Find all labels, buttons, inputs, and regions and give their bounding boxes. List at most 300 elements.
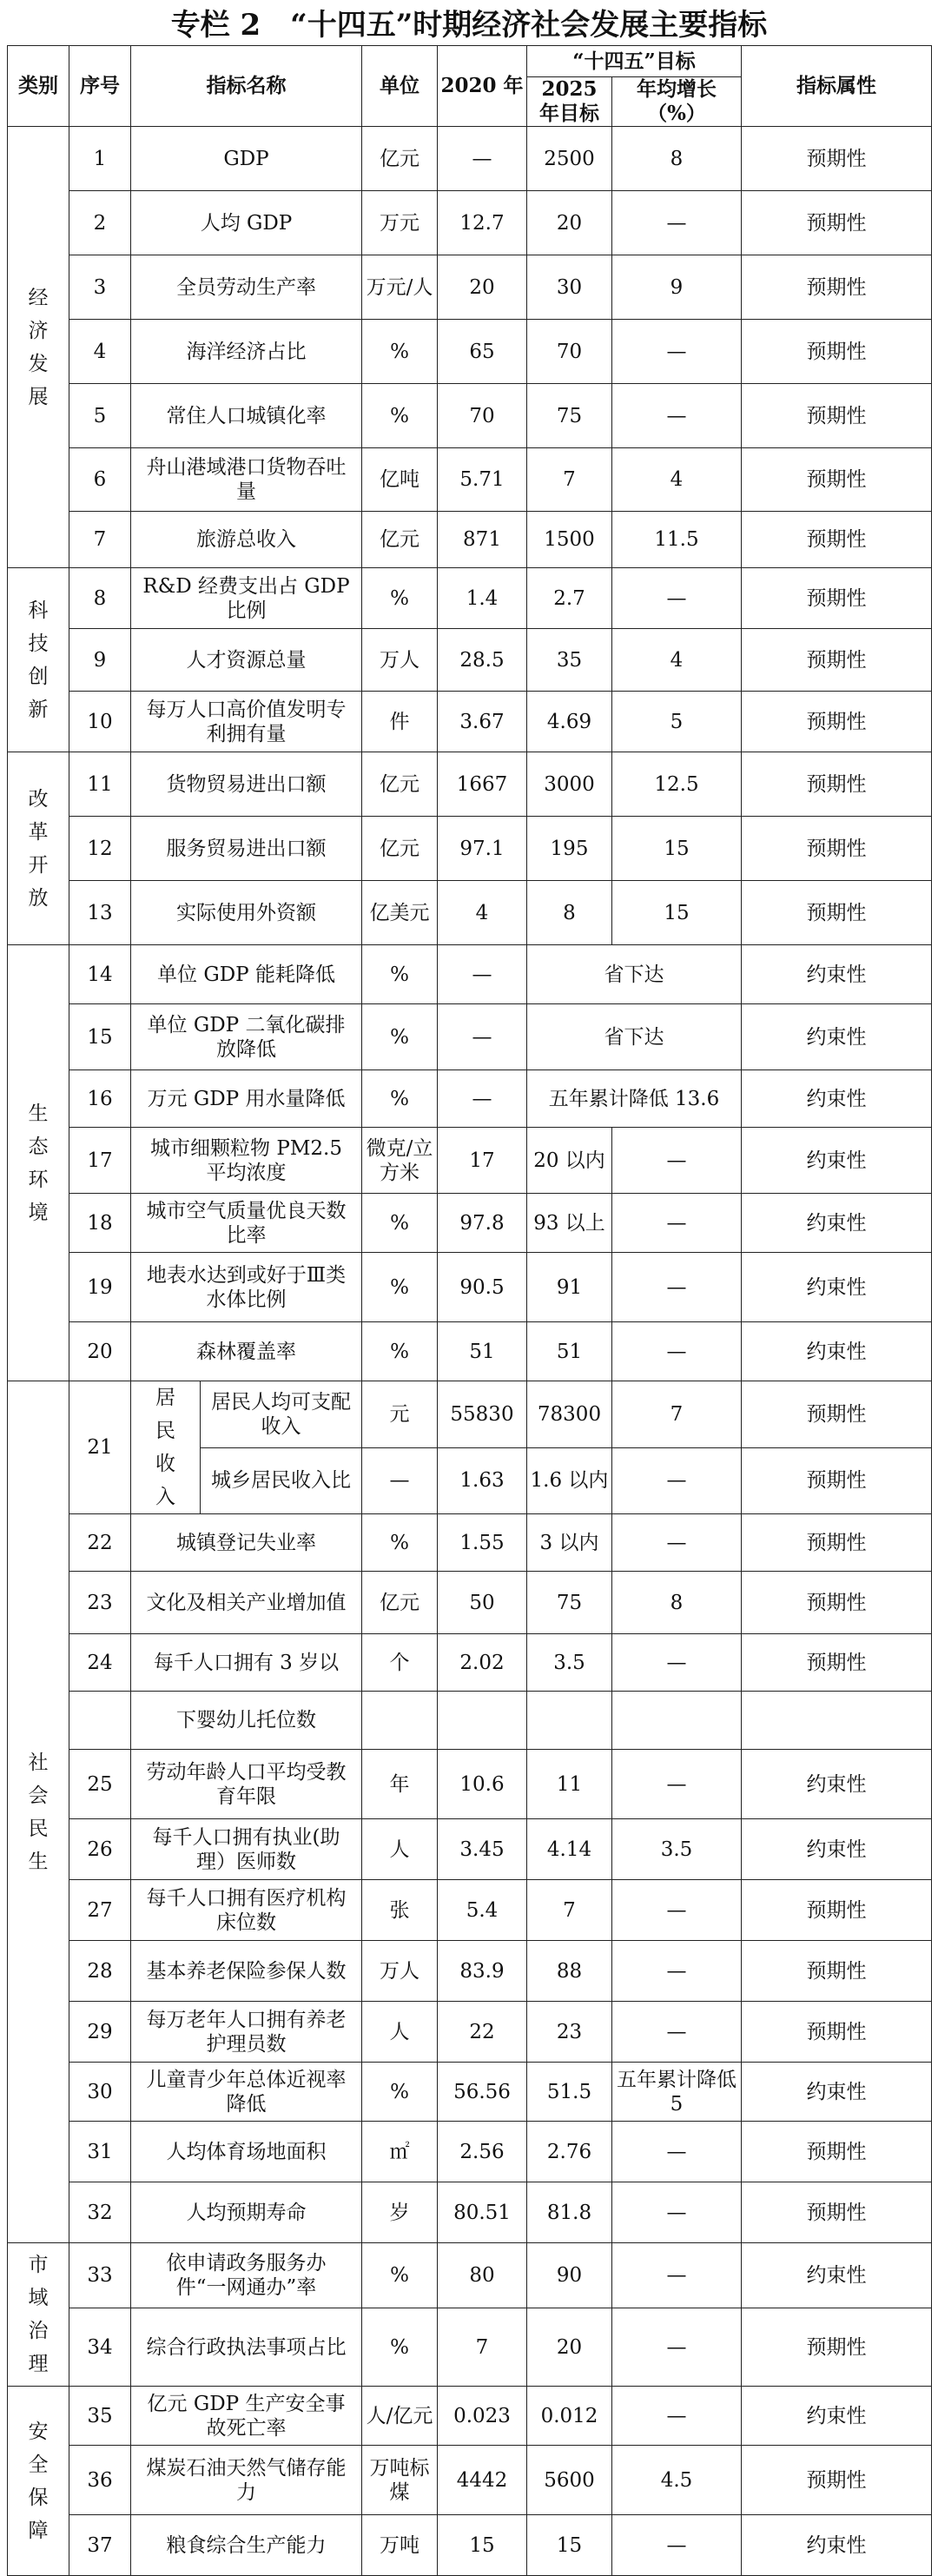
attribute-cell: 预期性: [742, 2446, 932, 2515]
unit-cell: 亿元: [362, 1572, 438, 1634]
growth-cell: —: [612, 1941, 742, 2002]
table-row: [8, 1692, 932, 1750]
indicator-name: 每万人口高价值发明专利拥有量: [131, 692, 362, 752]
value-2020-cell: 90.5: [438, 1253, 527, 1322]
attribute-cell: 预期性: [742, 1634, 932, 1692]
table-row: [8, 2446, 932, 2515]
unit-cell: 张: [362, 1880, 438, 1941]
growth-cell: —: [612, 191, 742, 255]
subgroup-cell: 居民收入: [131, 1381, 201, 1514]
target-2025-cell: 1.6 以内: [527, 1447, 612, 1514]
attribute-cell: 预期性: [742, 1514, 932, 1572]
growth-cell: —: [612, 568, 742, 629]
indicator-name: 依申请政务服务办件“一网通办”率: [131, 2243, 362, 2308]
unit-cell: %: [362, 384, 438, 448]
index-cell: 30: [69, 2063, 131, 2122]
value-2020-cell: 97.8: [438, 1194, 527, 1253]
index-cell: 17: [69, 1128, 131, 1194]
category-cell: 经济发展: [8, 127, 69, 568]
table-row: [8, 1128, 932, 1194]
table-row: [8, 384, 932, 448]
table-row: [8, 1514, 932, 1572]
table-row: [8, 320, 932, 384]
value-2020-cell: 83.9: [438, 1941, 527, 2002]
table-row: [8, 191, 932, 255]
category-cell: 社会民生: [8, 1381, 69, 2243]
growth-cell: 15: [612, 881, 742, 945]
unit-cell: %: [362, 1194, 438, 1253]
attribute-cell: 预期性: [742, 2122, 932, 2182]
category-cell: 市域治理: [8, 2243, 69, 2387]
value-2020-cell: 2.56: [438, 2122, 527, 2182]
value-2020-cell: 28.5: [438, 629, 527, 692]
unit-cell: —: [362, 1447, 438, 1514]
growth-cell: 15: [612, 817, 742, 881]
attribute-cell: 预期性: [742, 191, 932, 255]
value-2020-cell: —: [438, 945, 527, 1004]
attribute-cell: 预期性: [742, 568, 932, 629]
indicator-name: 舟山港域港口货物吞吐量: [131, 448, 362, 512]
header-2020: 2020 年: [438, 46, 527, 127]
table-row: [8, 1634, 932, 1692]
target-2025-cell: 3.5: [527, 1634, 612, 1692]
table-row: [8, 629, 932, 692]
unit-cell: 万人: [362, 1941, 438, 2002]
value-2020-cell: 1.63: [438, 1447, 527, 1514]
index-cell: 23: [69, 1572, 131, 1634]
table-row: [8, 2308, 932, 2387]
unit-cell: 件: [362, 692, 438, 752]
value-2020-cell: 1.55: [438, 1514, 527, 1572]
target-2025-cell: 30: [527, 255, 612, 320]
attribute-cell: 预期性: [742, 817, 932, 881]
target-2025-cell: 4.14: [527, 1819, 612, 1880]
header-target-group: “十四五”目标: [527, 46, 742, 77]
value-2020-cell: 80: [438, 2243, 527, 2308]
target-2025-cell: 3000: [527, 752, 612, 817]
index-cell: 10: [69, 692, 131, 752]
target-2025-cell: 15: [527, 2515, 612, 2576]
table-row: [8, 1070, 932, 1128]
table-row: [8, 881, 932, 945]
index-cell: 3: [69, 255, 131, 320]
attribute-cell: 预期性: [742, 255, 932, 320]
value-2020-cell: 5.4: [438, 1880, 527, 1941]
indicator-name: 人均体育场地面积: [131, 2122, 362, 2182]
table-row: [8, 1253, 932, 1322]
unit-cell: ㎡: [362, 2122, 438, 2182]
value-2020-cell: 5.71: [438, 448, 527, 512]
index-cell: 24: [69, 1634, 131, 1692]
target-2025-cell: 75: [527, 1572, 612, 1634]
table-row: [8, 2063, 932, 2122]
value-2020-cell: 80.51: [438, 2182, 527, 2243]
growth-cell: 7: [612, 1381, 742, 1448]
growth-cell: —: [612, 1514, 742, 1572]
indicator-name: 城市空气质量优良天数比率: [131, 1194, 362, 1253]
growth-cell: —: [612, 1194, 742, 1253]
header-name: 指标名称: [131, 46, 362, 127]
target-2025-cell: 75: [527, 384, 612, 448]
growth-cell: —: [612, 1880, 742, 1941]
indicator-name: 每千人口拥有 3 岁以: [131, 1634, 362, 1692]
attribute-cell: 约束性: [742, 1004, 932, 1070]
target-2025-cell: 1500: [527, 512, 612, 568]
indicator-name: 人均预期寿命: [131, 2182, 362, 2243]
index-cell: 21: [69, 1381, 131, 1514]
index-cell: 35: [69, 2387, 131, 2446]
table-row: [8, 255, 932, 320]
attribute-cell: 预期性: [742, 881, 932, 945]
indicator-name: 人才资源总量: [131, 629, 362, 692]
indicator-name: 服务贸易进出口额: [131, 817, 362, 881]
attribute-cell: 预期性: [742, 2002, 932, 2063]
index-cell: 29: [69, 2002, 131, 2063]
index-cell: 2: [69, 191, 131, 255]
table-row: [8, 1004, 932, 1070]
indicator-name: 综合行政执法事项占比: [131, 2308, 362, 2387]
target-2025-cell: 4.69: [527, 692, 612, 752]
target-2025-cell: 5600: [527, 2446, 612, 2515]
index-cell: 14: [69, 945, 131, 1004]
value-2020-cell: 50: [438, 1572, 527, 1634]
value-2020-cell: 3.45: [438, 1819, 527, 1880]
value-2020-cell: 56.56: [438, 2063, 527, 2122]
attribute-cell: 预期性: [742, 1941, 932, 2002]
growth-cell: 8: [612, 1572, 742, 1634]
table-row: [8, 2002, 932, 2063]
attribute-cell: 预期性: [742, 1572, 932, 1634]
indicator-name: 旅游总收入: [131, 512, 362, 568]
index-cell: 19: [69, 1253, 131, 1322]
target-2025-cell: 2.76: [527, 2122, 612, 2182]
attribute-cell: 约束性: [742, 1253, 932, 1322]
growth-cell: —: [612, 2122, 742, 2182]
growth-cell: —: [612, 1750, 742, 1819]
indicator-name: 万元 GDP 用水量降低: [131, 1070, 362, 1128]
growth-cell: —: [612, 2182, 742, 2243]
target-2025-cell: 195: [527, 817, 612, 881]
target-2025-cell: 7: [527, 1880, 612, 1941]
growth-cell: [612, 1692, 742, 1750]
attribute-cell: 预期性: [742, 692, 932, 752]
unit-cell: 微克/立方米: [362, 1128, 438, 1194]
table-row: [8, 692, 932, 752]
growth-cell: 五年累计降低 5: [612, 2063, 742, 2122]
header-2025-target: 2025 年目标: [527, 77, 612, 127]
attribute-cell: 约束性: [742, 1819, 932, 1880]
indicator-name: 城镇登记失业率: [131, 1514, 362, 1572]
growth-cell: —: [612, 320, 742, 384]
index-cell: 8: [69, 568, 131, 629]
growth-cell: —: [612, 2308, 742, 2387]
indicator-name: 煤炭石油天然气储存能力: [131, 2446, 362, 2515]
target-2025-cell: 20: [527, 2308, 612, 2387]
attribute-cell: 预期性: [742, 629, 932, 692]
target-2025-cell: 8: [527, 881, 612, 945]
unit-cell: 万人: [362, 629, 438, 692]
value-2020-cell: 1.4: [438, 568, 527, 629]
indicator-name: 城市细颗粒物 PM2.5 平均浓度: [131, 1128, 362, 1194]
value-2020-cell: 10.6: [438, 1750, 527, 1819]
index-cell: 16: [69, 1070, 131, 1128]
index-cell: 28: [69, 1941, 131, 2002]
indicator-name: 地表水达到或好于Ⅲ类水体比例: [131, 1253, 362, 1322]
index-cell: 18: [69, 1194, 131, 1253]
attribute-cell: 预期性: [742, 320, 932, 384]
indicator-name: GDP: [131, 127, 362, 191]
header-index: 序号: [69, 46, 131, 127]
growth-cell: —: [612, 2002, 742, 2063]
growth-cell: —: [612, 2515, 742, 2576]
value-2020-cell: 55830: [438, 1381, 527, 1448]
value-2020-cell: 97.1: [438, 817, 527, 881]
growth-cell: —: [612, 1634, 742, 1692]
table-row: [8, 1880, 932, 1941]
index-cell: 20: [69, 1322, 131, 1381]
value-2020-cell: —: [438, 127, 527, 191]
table-title: 专栏 2 “十四五”时期经济社会发展主要指标: [170, 8, 768, 43]
attribute-cell: 约束性: [742, 1750, 932, 1819]
indicator-name: 人均 GDP: [131, 191, 362, 255]
indicator-name: 粮食综合生产能力: [131, 2515, 362, 2576]
target-2025-cell: 7: [527, 448, 612, 512]
attribute-cell: 约束性: [742, 2063, 932, 2122]
indicator-name: 城乡居民收入比: [201, 1447, 362, 1514]
indicator-name: 森林覆盖率: [131, 1322, 362, 1381]
attribute-cell: 约束性: [742, 1128, 932, 1194]
index-cell: 26: [69, 1819, 131, 1880]
attribute-cell: 预期性: [742, 448, 932, 512]
target-2025-cell: 51.5: [527, 2063, 612, 2122]
indicator-name: 劳动年龄人口平均受教育年限: [131, 1750, 362, 1819]
index-cell: 22: [69, 1514, 131, 1572]
indicator-name: 基本养老保险参保人数: [131, 1941, 362, 2002]
target-2025-cell: 90: [527, 2243, 612, 2308]
indicator-name: 货物贸易进出口额: [131, 752, 362, 817]
value-2020-cell: 17: [438, 1128, 527, 1194]
table-row: [8, 127, 932, 191]
unit-cell: 年: [362, 1750, 438, 1819]
header-unit: 单位: [362, 46, 438, 127]
growth-cell: 4: [612, 448, 742, 512]
growth-cell: —: [612, 2387, 742, 2446]
indicator-name: 亿元 GDP 生产安全事故死亡率: [131, 2387, 362, 2446]
value-2020-cell: 1667: [438, 752, 527, 817]
value-2020-cell: 4442: [438, 2446, 527, 2515]
value-2020-cell: 20: [438, 255, 527, 320]
target-2025-cell: 20 以内: [527, 1128, 612, 1194]
target-2025-cell: 51: [527, 1322, 612, 1381]
attribute-cell: 预期性: [742, 2182, 932, 2243]
table-row: [8, 817, 932, 881]
index-cell: 1: [69, 127, 131, 191]
growth-cell: —: [612, 384, 742, 448]
index-cell: 27: [69, 1880, 131, 1941]
attribute-cell: 约束性: [742, 2515, 932, 2576]
unit-cell: 亿元: [362, 127, 438, 191]
unit-cell: %: [362, 1004, 438, 1070]
indicator-name: R&D 经费支出占 GDP 比例: [131, 568, 362, 629]
header-category: 类别: [8, 46, 69, 127]
attribute-cell: 约束性: [742, 2243, 932, 2308]
target-2025-cell: 93 以上: [527, 1194, 612, 1253]
unit-cell: 亿吨: [362, 448, 438, 512]
index-cell: 25: [69, 1750, 131, 1819]
unit-cell: %: [362, 1070, 438, 1128]
unit-cell: 万吨: [362, 2515, 438, 2576]
indicator-name: 单位 GDP 二氧化碳排放降低: [131, 1004, 362, 1070]
attribute-cell: 约束性: [742, 2387, 932, 2446]
index-cell: 11: [69, 752, 131, 817]
indicator-name: 全员劳动生产率: [131, 255, 362, 320]
unit-cell: 亿美元: [362, 881, 438, 945]
value-2020-cell: —: [438, 1070, 527, 1128]
index-cell: 6: [69, 448, 131, 512]
unit-cell: 元: [362, 1381, 438, 1448]
index-cell: 13: [69, 881, 131, 945]
target-2025-cell: 23: [527, 2002, 612, 2063]
value-2020-cell: 871: [438, 512, 527, 568]
growth-cell: —: [612, 1253, 742, 1322]
unit-cell: 个: [362, 1634, 438, 1692]
value-2020-cell: 12.7: [438, 191, 527, 255]
unit-cell: %: [362, 2243, 438, 2308]
growth-cell: —: [612, 1128, 742, 1194]
unit-cell: 岁: [362, 2182, 438, 2243]
attribute-cell: 预期性: [742, 512, 932, 568]
target-2025-cell: 78300: [527, 1381, 612, 1448]
table-row: [8, 1819, 932, 1880]
value-2020-cell: 2.02: [438, 1634, 527, 1692]
indicator-name: 常住人口城镇化率: [131, 384, 362, 448]
target-2025-cell: 91: [527, 1253, 612, 1322]
unit-cell: %: [362, 568, 438, 629]
value-2020-cell: —: [438, 1004, 527, 1070]
table-row: [8, 2515, 932, 2576]
attribute-cell: 约束性: [742, 1070, 932, 1128]
attribute-cell: 预期性: [742, 1880, 932, 1941]
table-row: [8, 1572, 932, 1634]
unit-cell: [362, 1692, 438, 1750]
index-cell: 5: [69, 384, 131, 448]
target-merged-cell: 省下达: [527, 1004, 742, 1070]
category-cell: 生态环境: [8, 945, 69, 1381]
attribute-cell: 约束性: [742, 1322, 932, 1381]
growth-cell: —: [612, 1447, 742, 1514]
growth-cell: 4: [612, 629, 742, 692]
table-row: [8, 1381, 932, 1448]
indicator-name: 居民人均可支配收入: [201, 1381, 362, 1448]
target-2025-cell: 35: [527, 629, 612, 692]
unit-cell: %: [362, 1322, 438, 1381]
table-row: [8, 752, 932, 817]
growth-cell: 12.5: [612, 752, 742, 817]
target-2025-cell: [527, 1692, 612, 1750]
indicator-name: 单位 GDP 能耗降低: [131, 945, 362, 1004]
target-merged-cell: 省下达: [527, 945, 742, 1004]
unit-cell: 万元: [362, 191, 438, 255]
index-cell: 7: [69, 512, 131, 568]
index-cell: [69, 1692, 131, 1750]
index-cell: 15: [69, 1004, 131, 1070]
index-cell: 34: [69, 2308, 131, 2387]
growth-cell: 8: [612, 127, 742, 191]
attribute-cell: 约束性: [742, 945, 932, 1004]
index-cell: 31: [69, 2122, 131, 2182]
attribute-cell: 预期性: [742, 1381, 932, 1448]
value-2020-cell: 7: [438, 2308, 527, 2387]
unit-cell: %: [362, 1253, 438, 1322]
indicator-name: 每千人口拥有医疗机构床位数: [131, 1880, 362, 1941]
growth-cell: 4.5: [612, 2446, 742, 2515]
index-cell: 33: [69, 2243, 131, 2308]
category-cell: 安全保障: [8, 2387, 69, 2576]
attribute-cell: 预期性: [742, 2308, 932, 2387]
target-2025-cell: 0.012: [527, 2387, 612, 2446]
value-2020-cell: 0.023: [438, 2387, 527, 2446]
value-2020-cell: 3.67: [438, 692, 527, 752]
category-cell: 改革开放: [8, 752, 69, 945]
indicator-name: 每万老年人口拥有养老护理员数: [131, 2002, 362, 2063]
table-row: [8, 1941, 932, 2002]
indicator-name: 下婴幼儿托位数: [131, 1692, 362, 1750]
table-row: [8, 568, 932, 629]
unit-cell: %: [362, 945, 438, 1004]
header-row: [8, 46, 932, 77]
table-row: [8, 512, 932, 568]
value-2020-cell: 65: [438, 320, 527, 384]
header-attribute: 指标属性: [742, 46, 932, 127]
indicator-name: 实际使用外资额: [131, 881, 362, 945]
unit-cell: 亿元: [362, 752, 438, 817]
table-row: [8, 2122, 932, 2182]
indicator-name: 每千人口拥有执业(助理）医师数: [131, 1819, 362, 1880]
target-2025-cell: 3 以内: [527, 1514, 612, 1572]
target-2025-cell: 2.7: [527, 568, 612, 629]
index-cell: 36: [69, 2446, 131, 2515]
table-row: [8, 2243, 932, 2308]
category-cell: 科技创新: [8, 568, 69, 752]
header-growth: 年均增长（%）: [612, 77, 742, 127]
value-2020-cell: 51: [438, 1322, 527, 1381]
unit-cell: %: [362, 320, 438, 384]
target-2025-cell: 20: [527, 191, 612, 255]
index-cell: 4: [69, 320, 131, 384]
growth-cell: 11.5: [612, 512, 742, 568]
unit-cell: 亿元: [362, 512, 438, 568]
unit-cell: 亿元: [362, 817, 438, 881]
target-merged-cell: 五年累计降低 13.6: [527, 1070, 742, 1128]
growth-cell: 3.5: [612, 1819, 742, 1880]
growth-cell: 5: [612, 692, 742, 752]
unit-cell: 万元/人: [362, 255, 438, 320]
indicator-name: 海洋经济占比: [131, 320, 362, 384]
index-cell: 9: [69, 629, 131, 692]
index-cell: 32: [69, 2182, 131, 2243]
indicator-name: 文化及相关产业增加值: [131, 1572, 362, 1634]
growth-cell: 9: [612, 255, 742, 320]
growth-cell: —: [612, 2243, 742, 2308]
value-2020-cell: [438, 1692, 527, 1750]
attribute-cell: [742, 1692, 932, 1750]
table-row: [8, 1322, 932, 1381]
value-2020-cell: 4: [438, 881, 527, 945]
index-cell: 12: [69, 817, 131, 881]
target-2025-cell: 2500: [527, 127, 612, 191]
target-2025-cell: 81.8: [527, 2182, 612, 2243]
target-2025-cell: 70: [527, 320, 612, 384]
